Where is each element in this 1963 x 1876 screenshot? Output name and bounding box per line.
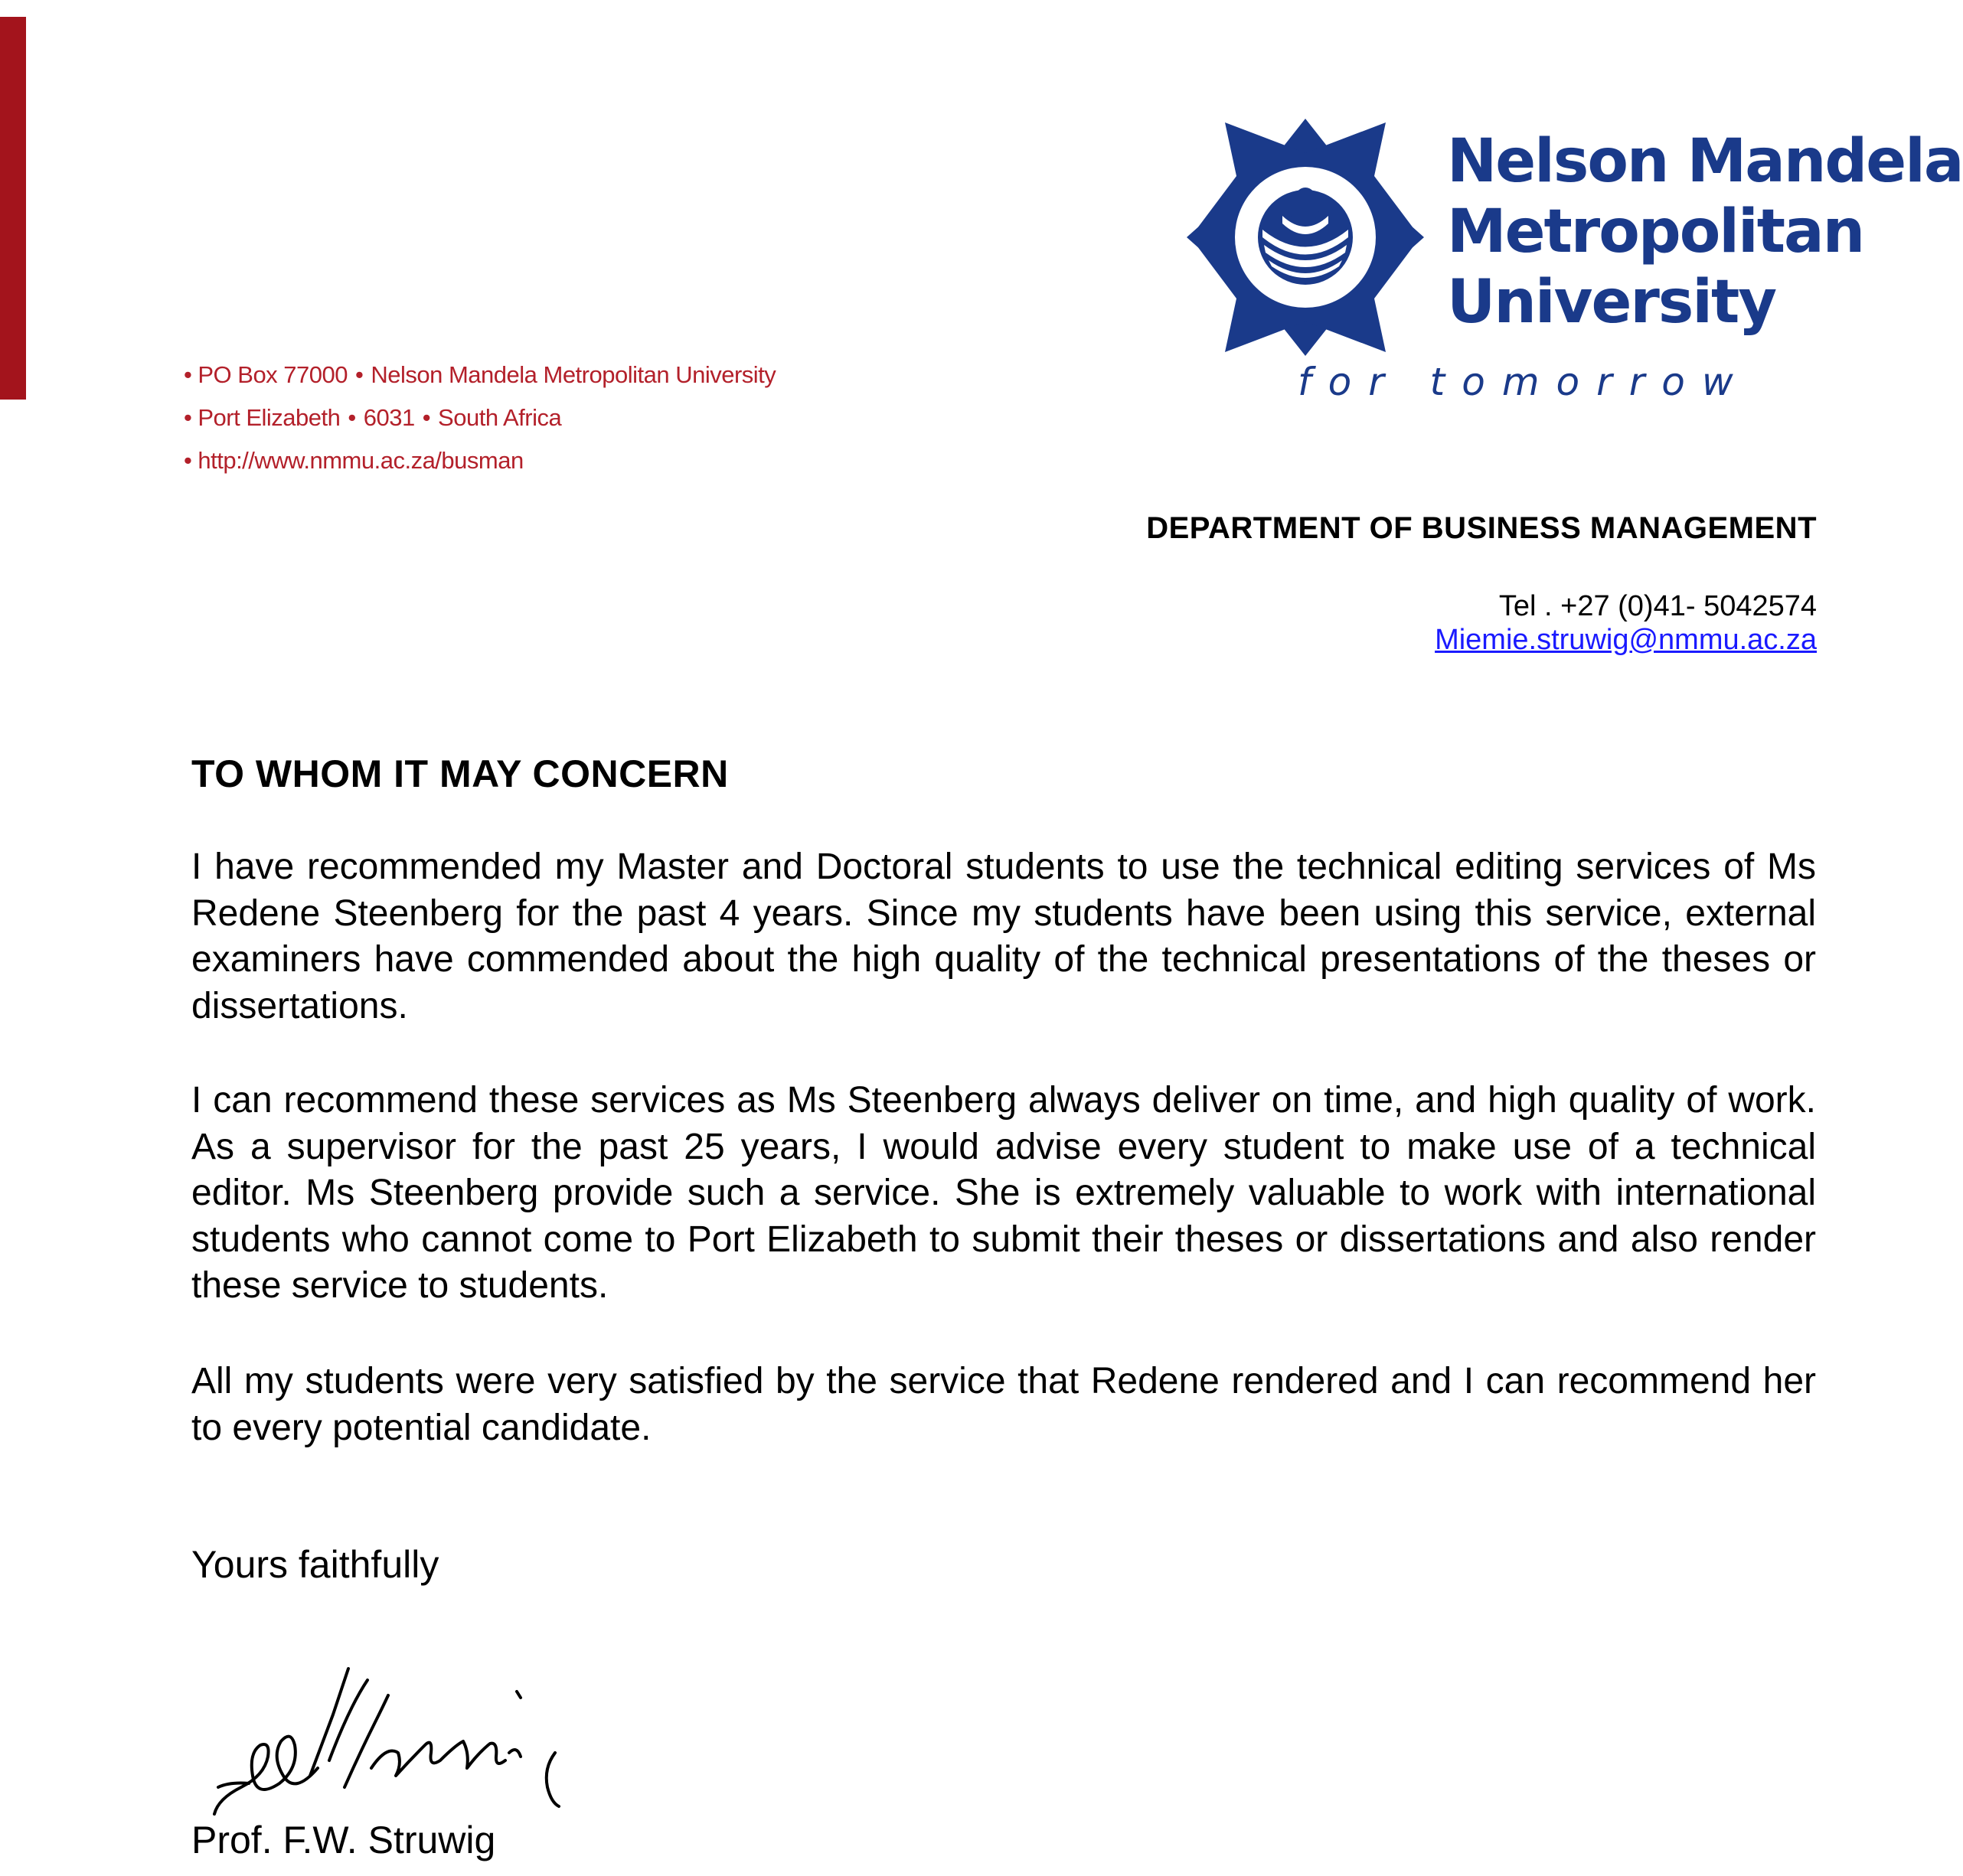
address-line-3: • http://www.nmmu.ac.za/busman [184,447,524,474]
address-line-1: • PO Box 77000 • Nelson Mandela Metropolitan University [184,361,776,388]
paragraph-1: I have recommended my Master and Doctoral students to use the technical editing services of Ms Redene Steenberg for the past 4 years. Since my students have been using this service, external examiners have commended about the high quality of the technical presentations of the theses or dissertations. [191,847,1816,1026]
website-url[interactable]: http://www.nmmu.ac.za/busman [198,447,524,474]
contact-details [1435,589,1817,657]
telephone-number: Tel . +27 (0)41- 5042574 [1498,590,1817,622]
country: South Africa [438,404,562,431]
university-name [1447,126,1963,338]
accent-bar [0,17,26,400]
institution-name: Nelson Mandela Metropolitan University [371,361,776,388]
university-name-line-2: Metropolitan [1447,197,1864,266]
nmmu-star-logo-icon [1183,115,1428,360]
email-link[interactable]: Miemie.struwig@nmmu.ac.za [1435,624,1817,656]
postal-address [184,354,776,482]
handwritten-signature [195,1653,593,1829]
salutation: TO WHOM IT MAY CONCERN [191,752,729,795]
paragraph-2: I can recommend these services as Ms Steenberg always deliver on time, and high quality of work. As a supervisor for the past 25 years, I would advise every student to make use of a technical editor. Ms Steenberg provide such a service. She is extremely valuable to work with international students who cannot come to Port Elizabeth to submit their theses or dissertations and also render these service to students. [191,1080,1816,1306]
address-line-2: • Port Elizabeth • 6031 • South Africa [184,404,562,431]
university-name-line-1: Nelson Mandela [1447,127,1963,196]
po-box: PO Box 77000 [198,361,348,388]
department-name: DEPARTMENT OF BUSINESS MANAGEMENT [1146,511,1817,545]
university-tagline: for tomorrow [1298,360,1750,404]
signer-name: Prof. F.W. Struwig [191,1819,496,1861]
university-name-line-3: University [1447,268,1776,337]
postal-code: 6031 [363,404,415,431]
paragraph-3: All my students were very satisfied by the service that Redene rendered and I can recommend her to every potential candidate. [191,1361,1816,1448]
city: Port Elizabeth [198,404,341,431]
closing: Yours faithfully [191,1543,439,1586]
